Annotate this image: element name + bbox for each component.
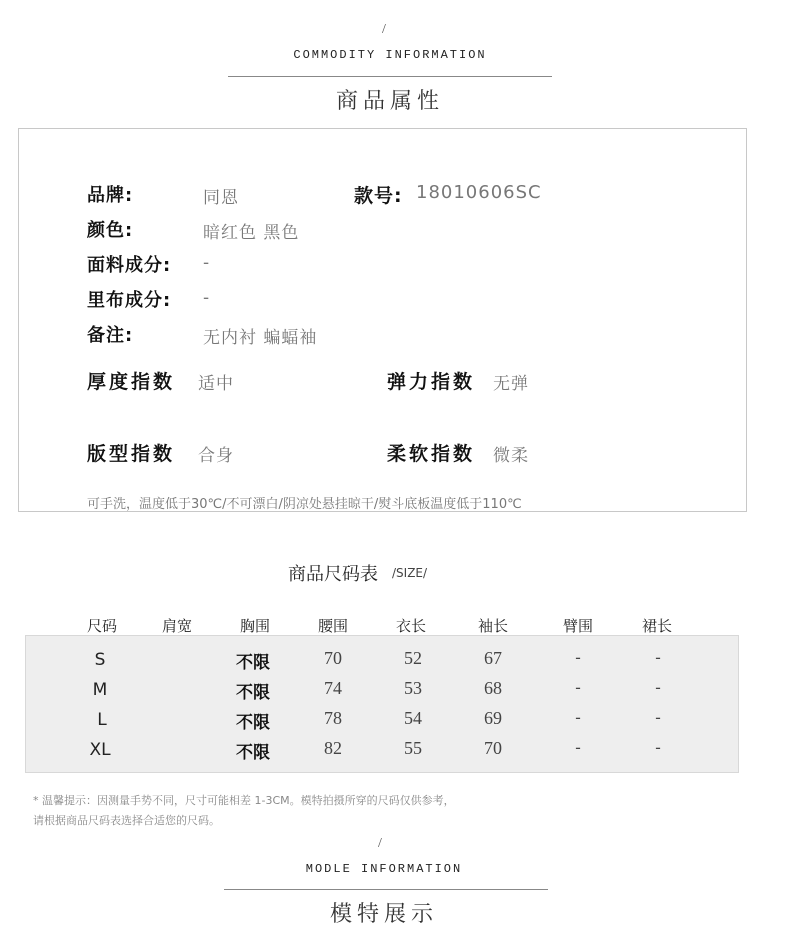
- arm-cell: -: [575, 648, 581, 667]
- column-header: 衣长: [395, 617, 426, 635]
- arm-cell: -: [575, 678, 581, 697]
- length-cell: 53: [404, 678, 422, 698]
- fit-label: 版型指数: [87, 443, 176, 465]
- fabric-value: -: [203, 253, 211, 273]
- brand-value: 同恩: [203, 188, 239, 208]
- size-tip-line-1: * 温馨提示：因测量手势不同，尺寸可能相差 1-3CM。模特拍摄所穿的尺码仅供参考，: [33, 794, 455, 807]
- color-value: 暗红色 黑色: [203, 223, 300, 243]
- chest-cell: 不限: [236, 713, 270, 733]
- size-cell: S: [94, 650, 106, 670]
- sleeve-cell: 67: [484, 648, 502, 668]
- sleeve-cell: 70: [484, 738, 502, 758]
- model-info-title: MODLE INFORMATION: [305, 862, 463, 876]
- skirt-length-cell: -: [655, 678, 661, 697]
- waist-cell: 70: [324, 648, 342, 668]
- size-chart-title: 商品尺码表: [288, 564, 378, 585]
- commodity-info-title: COMMODITY INFORMATION: [293, 48, 487, 62]
- size-chart-subtitle: /SIZE/: [392, 566, 428, 580]
- skirt-length-cell: -: [655, 648, 661, 667]
- thickness-value: 适中: [198, 374, 234, 394]
- commodity-attributes-heading: 商品属性: [335, 89, 444, 114]
- waist-cell: 82: [324, 738, 342, 758]
- column-header: 裙长: [641, 617, 672, 635]
- elasticity-value: 无弹: [493, 374, 529, 394]
- care-instructions: 可手洗，温度低于30℃/不可漂白/阴凉处悬挂晾干/熨斗底板温度低于110℃: [87, 497, 522, 512]
- arm-cell: -: [575, 708, 581, 727]
- sleeve-cell: 69: [484, 708, 502, 728]
- fit-value: 合身: [198, 446, 234, 466]
- style-number-label: 款号:: [354, 185, 403, 207]
- skirt-length-cell: -: [655, 708, 661, 727]
- column-header: 胸围: [239, 617, 270, 635]
- lining-value: -: [203, 288, 211, 308]
- fabric-label: 面料成分:: [87, 255, 172, 276]
- size-tip-line-2: 请根据商品尺码表选择合适您的尺码。: [33, 814, 220, 827]
- remark-label: 备注:: [87, 325, 134, 346]
- skirt-length-cell: -: [655, 738, 661, 757]
- bottom-divider: [224, 889, 548, 890]
- style-number-value: 18010606SC: [416, 182, 542, 203]
- chest-cell: 不限: [236, 683, 270, 703]
- waist-cell: 74: [324, 678, 342, 698]
- softness-label: 柔软指数: [387, 443, 476, 465]
- length-cell: 55: [404, 738, 422, 758]
- brand-label: 品牌:: [87, 185, 134, 206]
- model-showcase-heading: 模特展示: [329, 902, 438, 927]
- column-header: 尺码: [86, 617, 117, 635]
- waist-cell: 78: [324, 708, 342, 728]
- arm-cell: -: [575, 738, 581, 757]
- column-header: 臂围: [562, 617, 593, 635]
- column-header: 袖长: [477, 617, 508, 635]
- column-header: 腰围: [317, 617, 348, 635]
- size-cell: L: [97, 710, 107, 730]
- elasticity-label: 弹力指数: [387, 371, 476, 393]
- top-slash: /: [382, 22, 386, 37]
- thickness-label: 厚度指数: [87, 371, 176, 393]
- length-cell: 54: [404, 708, 422, 728]
- length-cell: 52: [404, 648, 422, 668]
- chest-cell: 不限: [236, 743, 270, 763]
- top-divider: [228, 76, 552, 77]
- column-header: 肩宽: [161, 617, 192, 635]
- sleeve-cell: 68: [484, 678, 502, 698]
- chest-cell: 不限: [236, 653, 270, 673]
- lining-label: 里布成分:: [87, 290, 172, 311]
- softness-value: 微柔: [493, 446, 529, 466]
- size-cell: M: [92, 680, 108, 700]
- bottom-slash: /: [378, 836, 382, 851]
- remark-value: 无内衬 蝙蝠袖: [203, 328, 318, 348]
- color-label: 颜色:: [87, 220, 134, 241]
- size-cell: XL: [89, 740, 111, 760]
